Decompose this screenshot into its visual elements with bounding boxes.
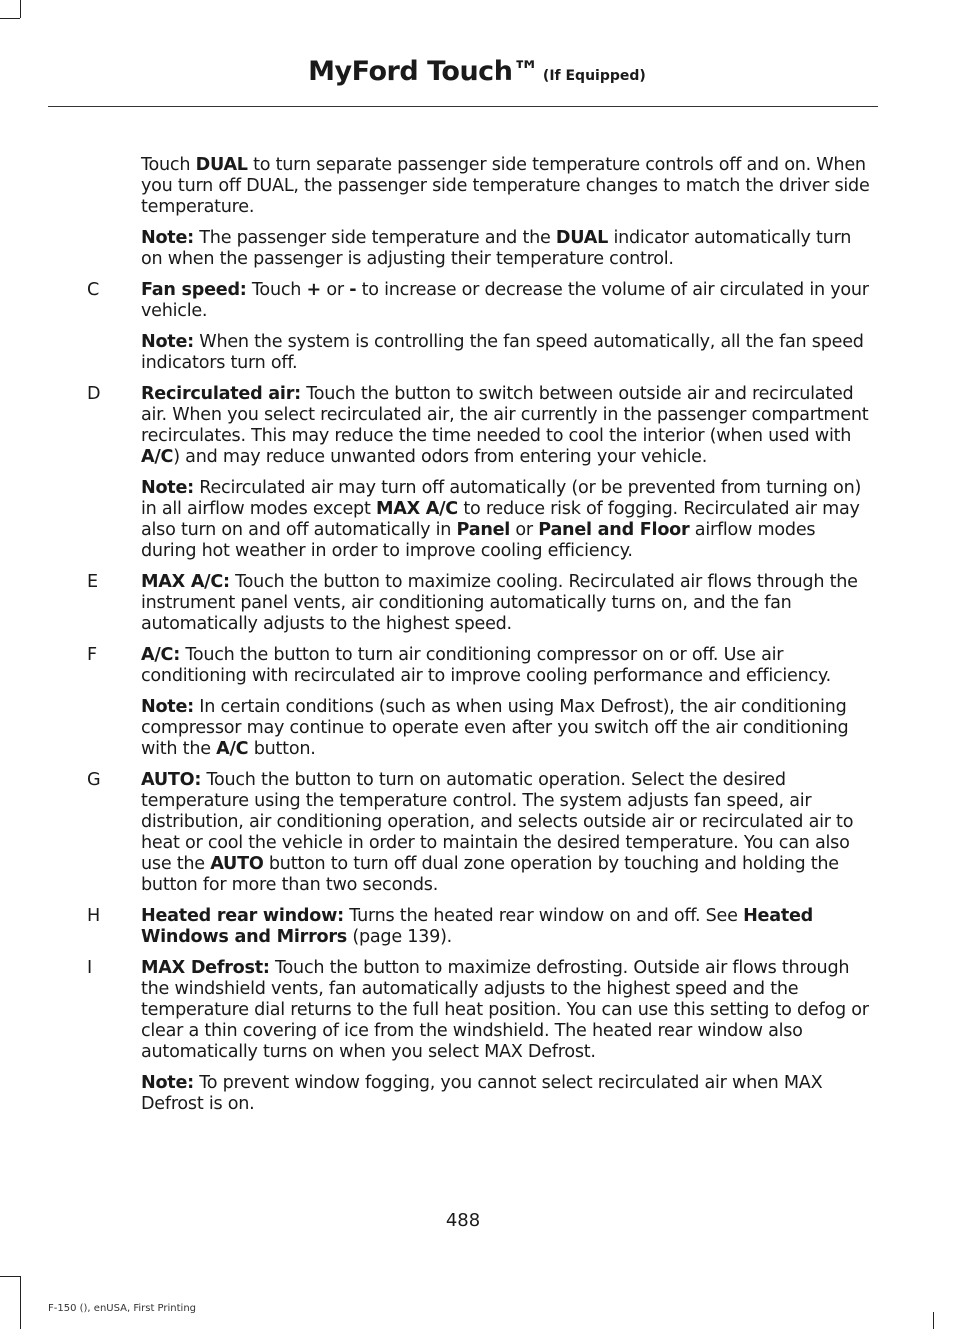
bold-text: Recirculated air: — [141, 384, 301, 404]
bold-text: Panel and Floor — [538, 520, 690, 540]
bold-text: A/C — [141, 447, 174, 467]
crop-mark — [20, 1276, 21, 1329]
paragraph — [87, 770, 871, 896]
bold-text: Note: — [141, 1073, 194, 1093]
text-run: Touch the button to maximize cooling. Recirculated air flows through the instrument panel vents, air conditioning automatically turns on, and the fan automatically adjusts to the highest speed. — [141, 572, 858, 634]
text-run: to reduce risk of fogging. Recirculated air may also turn on and off automatically in — [141, 499, 860, 540]
bold-text: Note: — [141, 478, 194, 498]
body-text — [87, 155, 871, 1125]
paragraph — [87, 572, 871, 635]
text-run: To prevent window fogging, you cannot select recirculated air when MAX Defrost is on. — [141, 1073, 823, 1114]
item-letter: F — [87, 645, 97, 665]
text-run: Turns the heated rear window on and off. See — [343, 906, 744, 926]
text-run: to increase or decrease the volume of air circulated in your vehicle. — [141, 280, 869, 321]
bold-text: A/C — [216, 739, 249, 759]
crop-mark — [20, 0, 21, 18]
text-run: indicator automatically turn on when the passenger is adjusting their temperature control. — [141, 228, 852, 269]
text-run: (page 139). — [347, 927, 453, 947]
bold-text: AUTO — [210, 854, 264, 874]
text-run: ) and may reduce unwanted odors from entering your vehicle. — [173, 447, 708, 467]
bold-text: Note: — [141, 332, 194, 352]
item-letter: H — [87, 906, 100, 926]
text-run: Touch the button to turn on automatic operation. Select the desired temperature using the temperature control. The system adjusts fan speed, air distribution, air conditioning operation, and selects outside air or recirculated air to heat or cool the vehicle in order to maintain the desired temperature. You can also use the — [141, 770, 854, 874]
bold-text: MAX A/C — [375, 499, 458, 519]
bold-text: MAX Defrost: — [141, 958, 270, 978]
bold-text: DUAL — [555, 228, 609, 248]
paragraph — [87, 906, 871, 948]
bold-text: Fan speed: — [141, 280, 247, 300]
bold-text: Note: — [141, 228, 194, 248]
text-run: button. — [248, 739, 316, 759]
text-run: Touch the button to turn air conditioning compressor on or off. Use air conditioning with recirculated air to improve cooling performance and efficiency. — [141, 645, 831, 686]
item-letter: I — [87, 958, 92, 978]
text-run: When the system is controlling the fan speed automatically, all the fan speed indicators turn off. — [141, 332, 864, 373]
bold-text: Heated rear window: — [141, 906, 344, 926]
paragraph — [87, 958, 871, 1063]
bold-text: - — [349, 280, 357, 300]
bold-text: + — [306, 280, 322, 300]
text-run: Touch the button to switch between outside air and recirculated air. When you select recirculated air, the air currently in the passenger compartment recirculates. This may reduce the time needed to cool the interior (when used with — [141, 384, 869, 446]
bold-text: DUAL — [195, 155, 248, 175]
text-run: or — [321, 280, 350, 300]
text-run: button to turn off dual zone operation by touching and holding the button for more than two seconds. — [141, 854, 839, 895]
crop-mark — [933, 1312, 934, 1329]
bold-text: MAX A/C: — [141, 572, 230, 592]
footer-text: F-150 (), enUSA, First Printing — [48, 1303, 197, 1314]
text-run: or — [510, 520, 539, 540]
crop-mark — [0, 18, 20, 19]
text-run: Touch the button to maximize defrosting. Outside air flows through the windshield vents, fan automatically adjusts to the highest speed and the temperature dial returns to the full heat position. You can use this setting to defog or clear a thin covering of ice from the windshield. The heated rear window also automatically turns on when you select MAX Defrost. — [141, 958, 869, 1062]
bold-text: Panel — [456, 520, 511, 540]
paragraph — [87, 645, 871, 687]
paragraph — [87, 280, 871, 322]
paragraph — [87, 384, 871, 468]
bold-text: AUTO: — [141, 770, 202, 790]
bold-text: Note: — [141, 697, 194, 717]
text-run: In certain conditions (such as when using Max Defrost), the air conditioning compressor may continue to operate even after you switch off the air conditioning with the — [141, 697, 849, 759]
text-run: Touch — [141, 155, 196, 175]
header-rule — [48, 106, 878, 107]
page-title: MyFord Touch™ — [308, 56, 539, 87]
paragraph — [141, 697, 871, 760]
item-letter: E — [87, 572, 98, 592]
paragraph — [141, 332, 871, 374]
paragraph — [141, 478, 871, 562]
page-subtitle: (If Equipped) — [542, 68, 646, 84]
text-run: The passenger side temperature and the — [193, 228, 556, 248]
item-letter: C — [87, 280, 100, 300]
crop-mark — [0, 1276, 20, 1277]
text-run: airflow modes during hot weather in order to improve cooling efficiency. — [141, 520, 816, 561]
page-header — [0, 56, 954, 87]
paragraph — [141, 1073, 871, 1115]
paragraph — [141, 155, 871, 218]
text-run: Recirculated air may turn off automatically (or be prevented from turning on) in all airflow modes except — [141, 478, 862, 519]
item-letter: G — [87, 770, 101, 790]
paragraph — [141, 228, 871, 270]
text-run: to turn separate passenger side temperature controls off and on. When you turn off DUAL, the passenger side temperature changes to match the driver side temperature. — [141, 155, 870, 217]
bold-text: A/C: — [141, 645, 180, 665]
bold-text: Heated Windows and Mirrors — [141, 906, 814, 947]
text-run: Touch — [246, 280, 307, 300]
page-number: 488 — [445, 1210, 481, 1231]
item-letter: D — [87, 384, 101, 404]
